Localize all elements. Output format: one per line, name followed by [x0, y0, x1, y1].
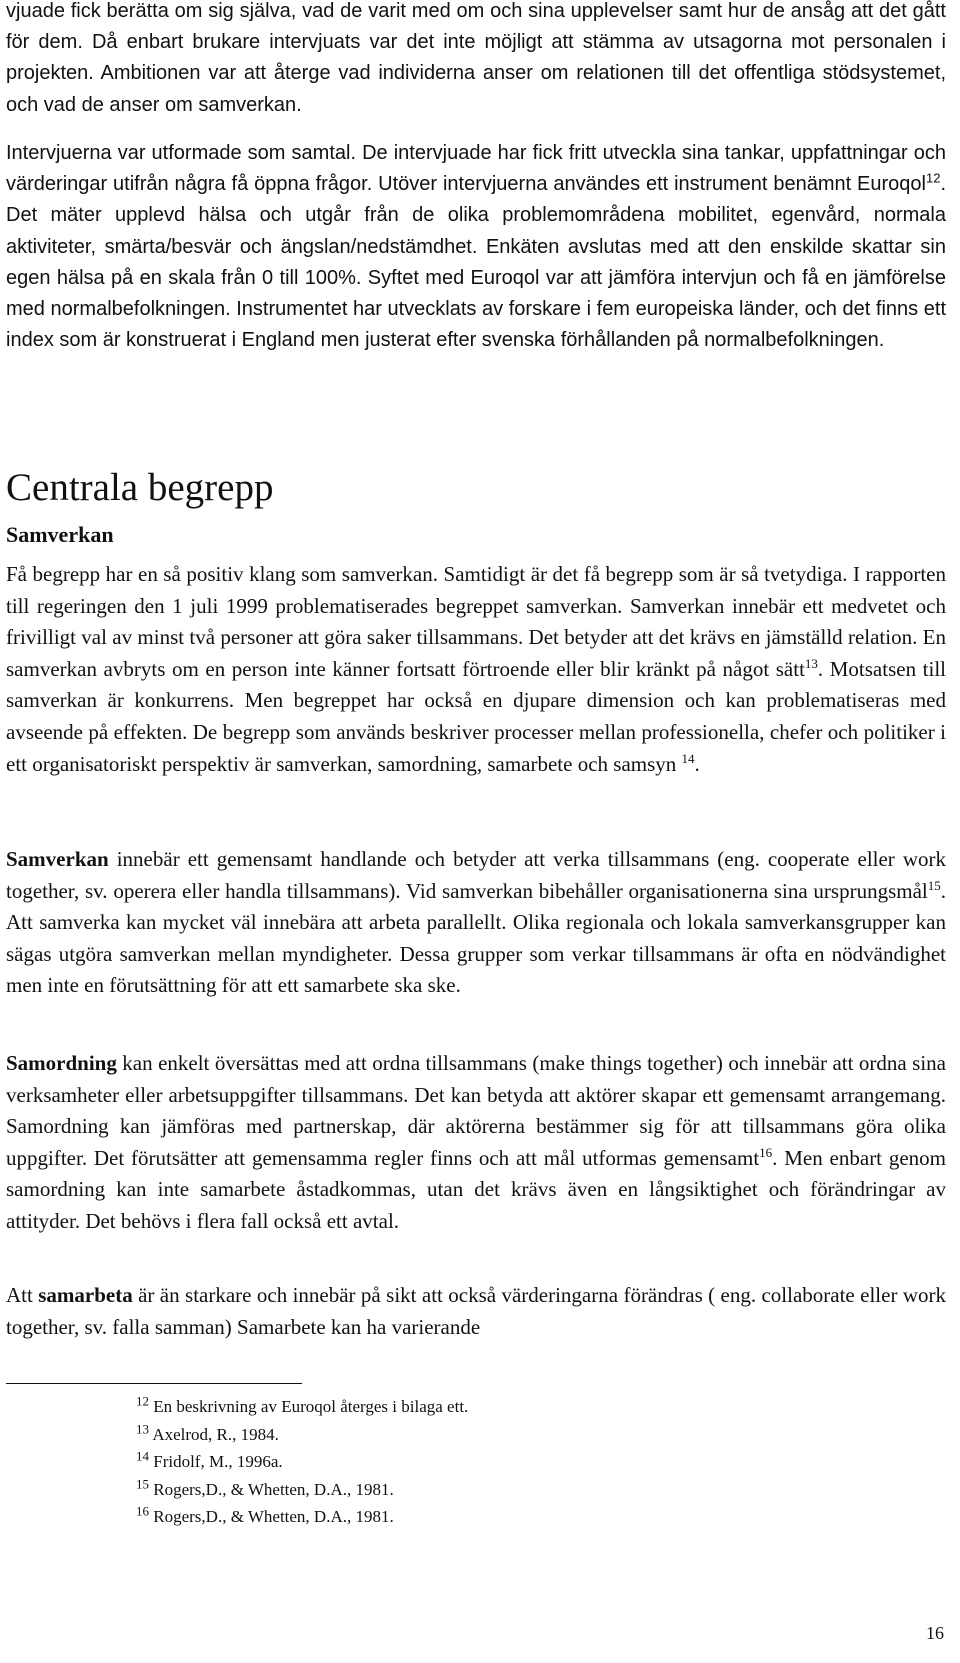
footnote-text: Rogers,D., & Whetten, D.A., 1981.: [153, 1479, 394, 1499]
footnote-ref-13[interactable]: 13: [804, 655, 818, 671]
paragraph-text: . Att samverka kan mycket väl innebära att arbeta parallellt. Olika regionala och lokala samverkansgrupper kan sägas utgöra samverkan mellan myndigheter. Dessa grupper som verkar tillsammans är ofta en nödvändighet men inte en förutsättning för att ett samarbete ska ske.: [6, 878, 946, 998]
footnote-item: [136, 1393, 836, 1421]
paragraph-text: . Det mäter upplevd hälsa och utgår från de olika problemområdena mobilitet, egenvård, normala aktiviteter, smärta/besvär och ängslan/nedstämdhet. Enkäten avslutas med att den enskilde skattar sin egen hälsa på en skala från 0 till 100%. Syftet med Euroqol var att jämföra intervjun och få en jämförelse med normalbefolkningen. Instrumentet har utvecklats av forskare i fem europeiska länder, och det finns ett index som är konstruerat i England men justerat efter svenska förhållanden på normalbefolkningen.: [6, 173, 946, 352]
paragraph-text: innebär ett gemensamt handlande och betyder att verka tillsammans (eng. cooperate eller work together, sv. operera eller handla tillsammans). Vid samverkan bibehåller organisationerna sina ursprungsmål: [6, 847, 946, 903]
subsection-heading: Samverkan: [6, 522, 114, 547]
paragraph-text: .: [694, 751, 700, 776]
footnote-number: 14: [136, 1448, 149, 1464]
paragraph-text: . Motsatsen till samverkan är konkurrens. Men begreppet har också en djupare dimension och kan problematiseras med avseende på effekten. De begrepp som används beskriver processer mellan professionella, chefer och politiker i ett organisatoriskt perspektiv är samverkan, samordning, samarbete och samsyn: [6, 656, 946, 776]
footnote-item: [136, 1476, 836, 1504]
paragraph-samverkan-term: [6, 844, 946, 1002]
term-samarbeta: samarbeta: [38, 1283, 133, 1307]
paragraph-text: Få begrepp har en så positiv klang som samverkan. Samtidigt är det få begrepp som är så tvetydiga. I rapporten till regeringen den 1 juli 1999 problematiserades begreppet samverkan. Samverkan innebär ett medvetet och frivilligt val av minst två personer att göra saker tillsammans. Det betyder att det krävs en jämställd relation. En samverkan avbryts om en person inte känner fortsatt förtroende eller blir kränkt på något sätt: [6, 562, 946, 681]
paragraph-text: kan enkelt översättas med att ordna tillsammans (make things together) och innebär att ordna sina verksamheter eller arbetsuppgifter tillsammans. Det kan betyda att aktörer skapar ett gemensamt arrangemang. Samordning kan jämföras med partnerskap, där aktörerna bestämmer sig för att tillsammans göra olika uppgifter. Det förutsätter att gemensamma regler finns och att mål utformas gemensamt: [6, 1051, 946, 1170]
footnote-item: [136, 1448, 836, 1476]
section-heading: Centrala begrepp: [6, 466, 274, 509]
footnote-item: [136, 1421, 836, 1449]
footnote-text: Rogers,D., & Whetten, D.A., 1981.: [153, 1507, 394, 1527]
paragraph-text: är än starkare och innebär på sikt att också värderingarna förändras ( eng. collaborate eller work together, sv. falla samman) Samarbete kan ha varierande: [6, 1283, 946, 1339]
term-samordning: Samordning: [6, 1051, 117, 1075]
footnote-item: [136, 1503, 836, 1531]
footnote-ref-15[interactable]: 15: [927, 877, 941, 893]
footnote-number: 13: [136, 1420, 149, 1436]
term-samverkan: Samverkan: [6, 847, 109, 871]
paragraph-text: vjuade fick berätta om sig själva, vad de varit med om och sina upplevelser samt hur de ansåg att det gått för dem. Då enbart brukare intervjuats var det inte möjligt att stämma av utsagorna mot personalen i projekten. Ambitionen var att återge vad individerna anser om relationen till det offentliga stödsystemet, och vad de anser om samverkan.: [6, 0, 946, 116]
footnote-number: 15: [136, 1476, 149, 1492]
paragraph-interviews-intro: [6, 0, 946, 121]
footnote-ref-14[interactable]: 14: [681, 750, 695, 766]
page-number: 16: [926, 1623, 944, 1643]
paragraph-interviews-method: [6, 138, 946, 356]
footnote-ref-16[interactable]: 16: [759, 1144, 773, 1160]
paragraph-samverkan-definition: [6, 559, 946, 780]
paragraph-text: Att: [6, 1283, 39, 1307]
footnote-divider: [6, 1383, 302, 1384]
footnote-text: Fridolf, M., 1996a.: [153, 1452, 283, 1472]
footnote-text: En beskrivning av Euroqol återges i bilaga ett.: [153, 1397, 469, 1416]
paragraph-samarbeta-term: [6, 1280, 946, 1343]
footnotes: [136, 1393, 836, 1531]
paragraph-text: Intervjuerna var utformade som samtal. De intervjuade har fick fritt utveckla sina tankar, uppfattningar och värderingar utifrån några få öppna frågor. Utöver intervjuerna användes ett instrument benämnt Euroqol: [6, 142, 946, 196]
footnote-text: Axelrod, R., 1984.: [152, 1424, 279, 1444]
footnote-ref-12[interactable]: 12: [925, 170, 941, 186]
footnote-number: 12: [136, 1393, 149, 1409]
paragraph-samordning-term: [6, 1048, 946, 1238]
paragraph-text: . Men enbart genom samordning kan inte samarbete åstadkommas, utan det krävs även en långsiktighet och förändringar av attityder. Det behövs i flera fall också ett avtal.: [6, 1145, 946, 1233]
footnote-number: 16: [136, 1503, 149, 1519]
